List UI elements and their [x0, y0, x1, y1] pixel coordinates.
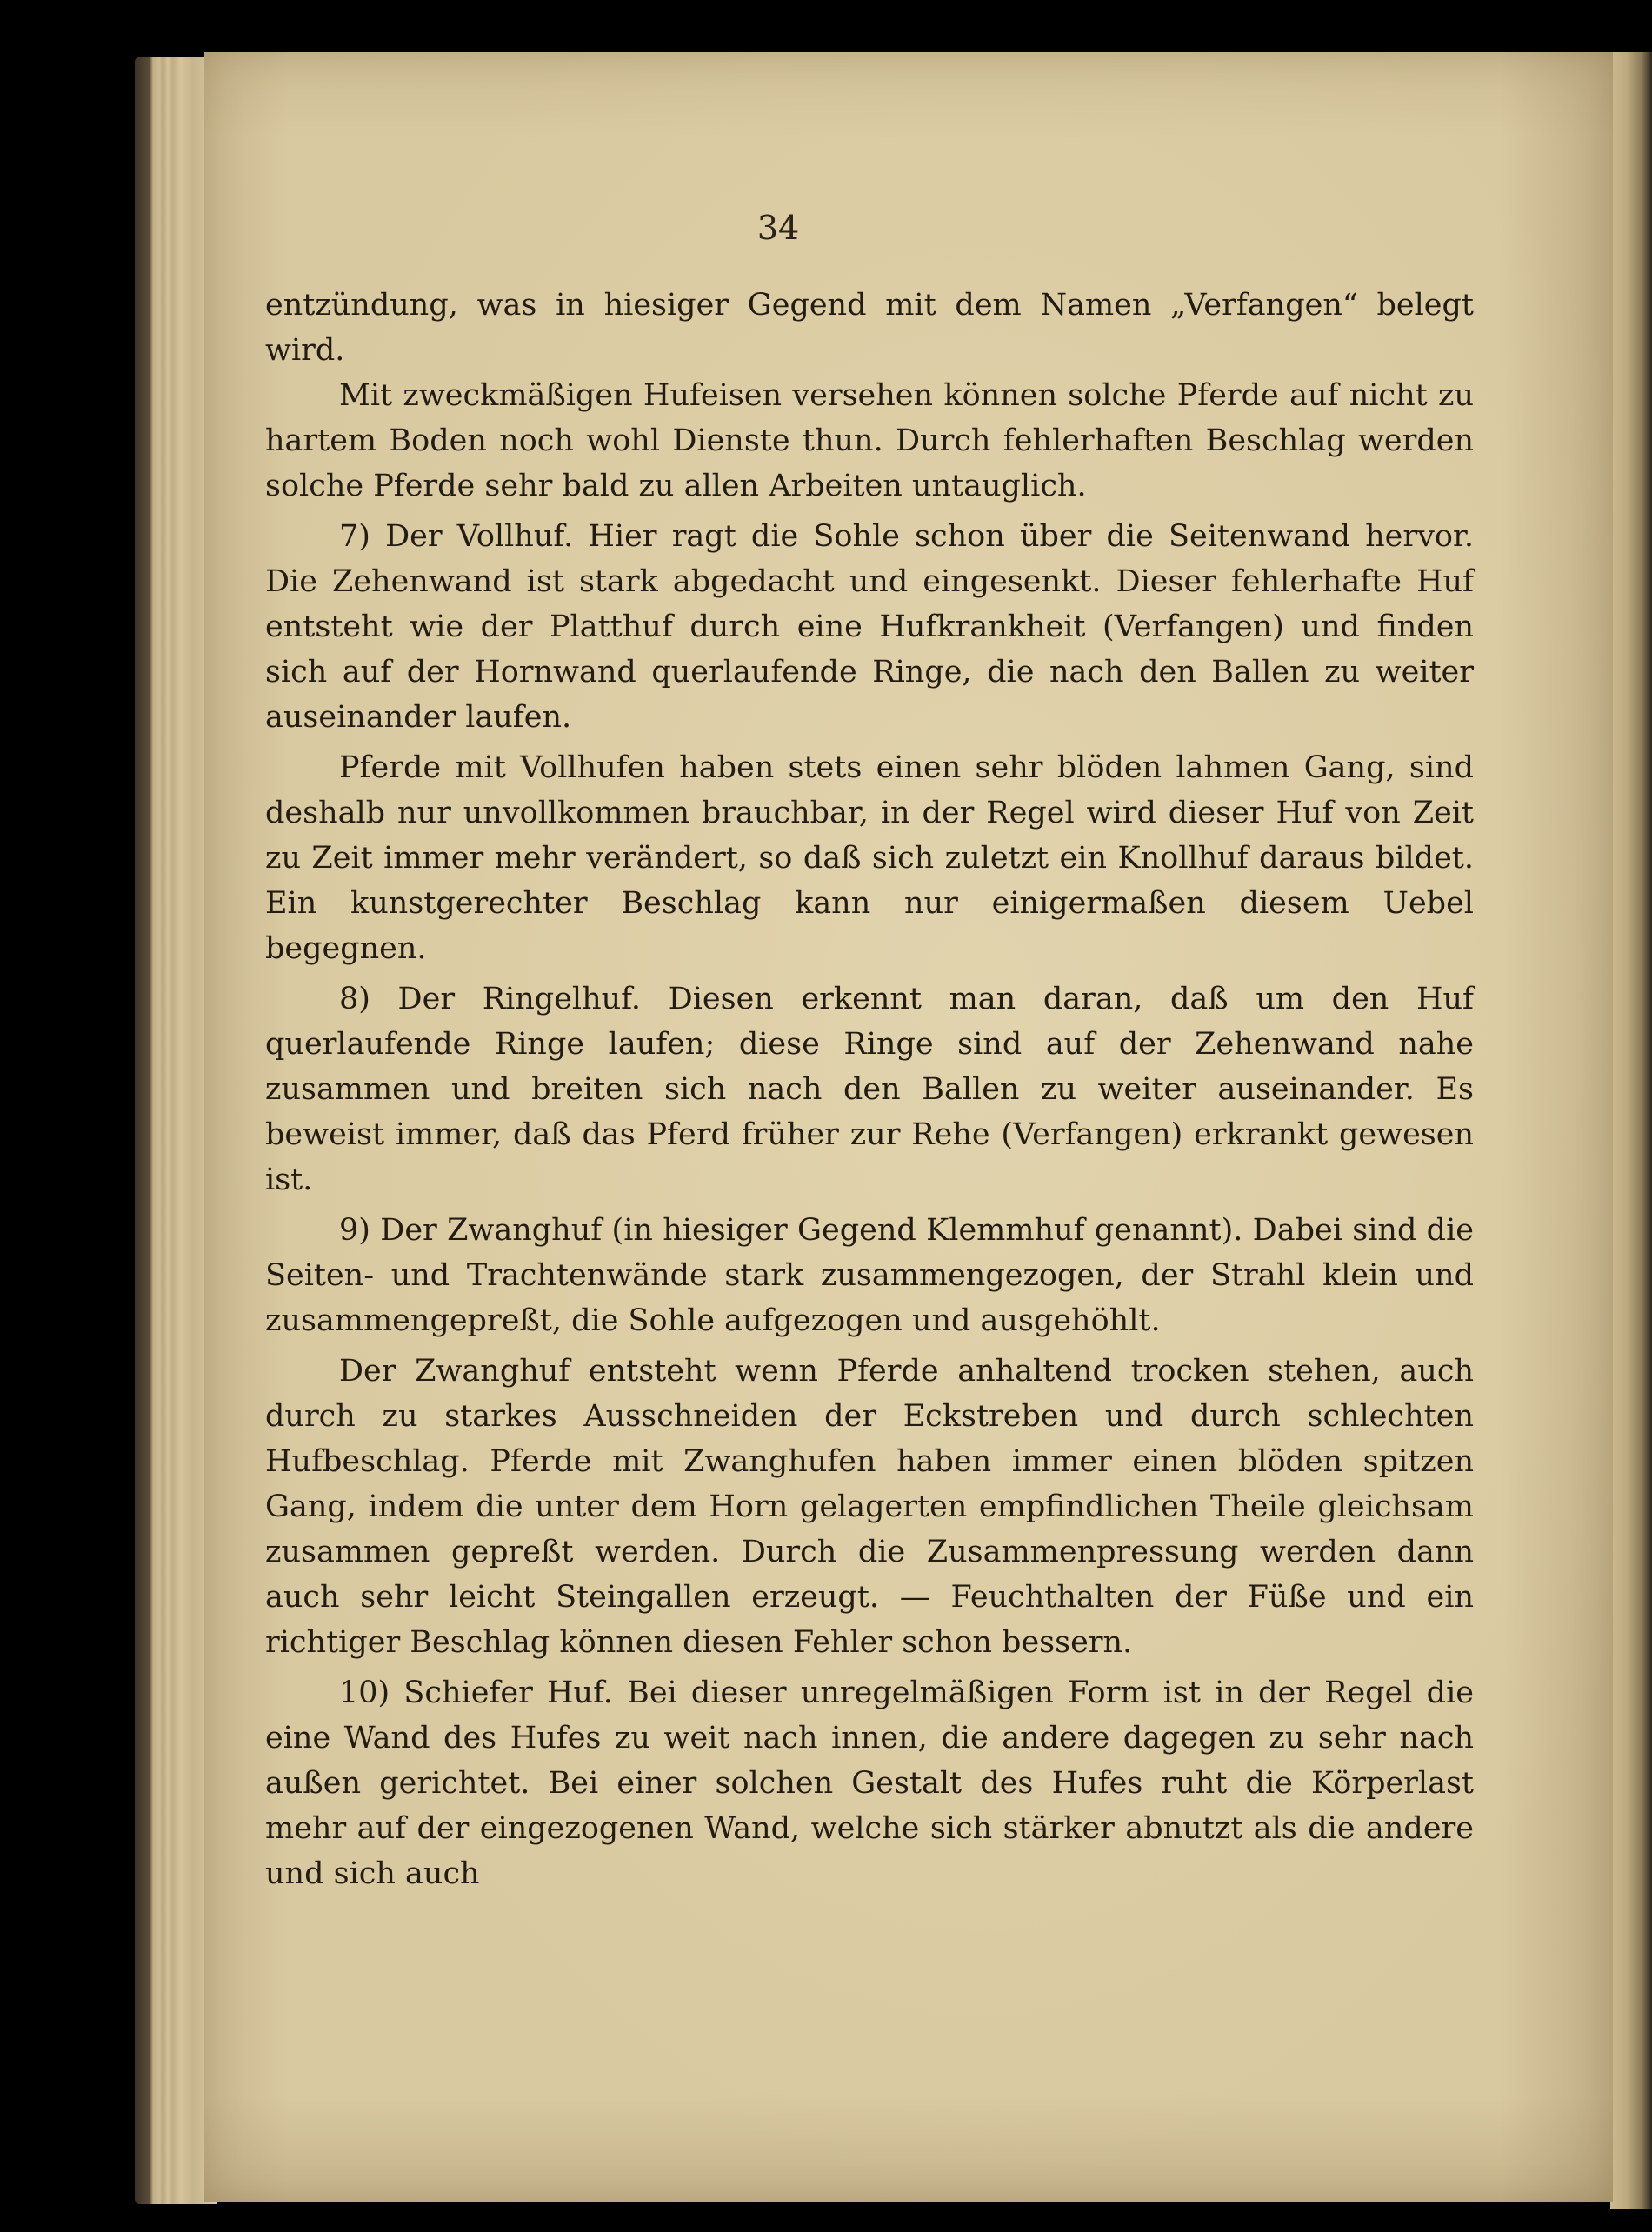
paragraph-vollhuf: 7) Der Vollhuf. Hier ragt die Sohle schon über die Seitenwand hervor. Die Zehenwand ist stark abgedacht und eingesenkt. Dieser fehlerhafte Huf entsteht wie der Platthuf durch eine Hufkrankheit (Verfangen) und finden sich auf der Hornwand querlaufende Ringe, die nach den Ballen zu weiter auseinander laufen.: [265, 519, 1474, 735]
paragraph-ringelhuf: 8) Der Ringelhuf. Diesen erkennt man daran, daß um den Huf querlaufende Ringe laufen; diese Ringe sind auf der Zehenwand nahe zusammen und breiten sich nach den Ballen zu weiter auseinander. Es beweist immer, daß das Pferd früher zur Rehe (Verfangen) erkrankt gewesen ist.: [265, 982, 1474, 1197]
paragraph-zwanghuf: 9) Der Zwanghuf (in hiesiger Gegend Klemmhuf genannt). Dabei sind die Seiten- und Trachtenwände stark zusammengezogen, der Strahl klein und zusammengepreßt, die Sohle aufgezogen und ausgehöhlt.: [265, 1213, 1474, 1338]
paragraph-continuation: entzündung, was in hiesiger Gegend mit dem Namen „Verfangen“ belegt wird.: [265, 288, 1474, 368]
facing-page-edge: [1610, 52, 1652, 2209]
paragraph: Pferde mit Vollhufen haben stets einen sehr blöden lahmen Gang, sind deshalb nur unvollkommen brauchbar, in der Regel wird dieser Huf von Zeit zu Zeit immer mehr verändert, so daß sich zuletzt ein Knollhuf daraus bildet. Ein kunstgerechter Beschlag kann nur einigermaßen diesem Uebel begegnen.: [265, 750, 1474, 966]
paragraph-schiefer-huf: 10) Schiefer Huf. Bei dieser unregelmäßigen Form ist in der Regel die eine Wand des Hufes zu weit nach innen, die andere dagegen zu sehr nach außen gerichtet. Bei einer solchen Gestalt des Hufes ruht die Körperlast mehr auf der eingezogenen Wand, welche sich stärker abnutzt als die andere und sich auch: [265, 1676, 1474, 1891]
body-text: [265, 283, 1474, 1896]
page-number: 34: [756, 209, 800, 247]
paragraph: Mit zweckmäßigen Hufeisen versehen können solche Pferde auf nicht zu hartem Boden noch wohl Dienste thun. Durch fehlerhaften Beschlag werden solche Pferde sehr bald zu allen Arbeiten untauglich.: [265, 378, 1474, 503]
paragraph: Der Zwanghuf entsteht wenn Pferde anhaltend trocken stehen, auch durch zu starkes Ausschneiden der Eckstreben und durch schlechten Hufbeschlag. Pferde mit Zwanghufen haben immer einen blöden spitzen Gang, indem die unter dem Horn gelagerten empfindlichen Theile gleichsam zusammen gepreßt werden. Durch die Zusammenpressung werden dann auch sehr leicht Steingallen erzeugt. — Feuchthalten der Füße und ein richtiger Beschlag können diesen Fehler schon bessern.: [265, 1354, 1474, 1660]
